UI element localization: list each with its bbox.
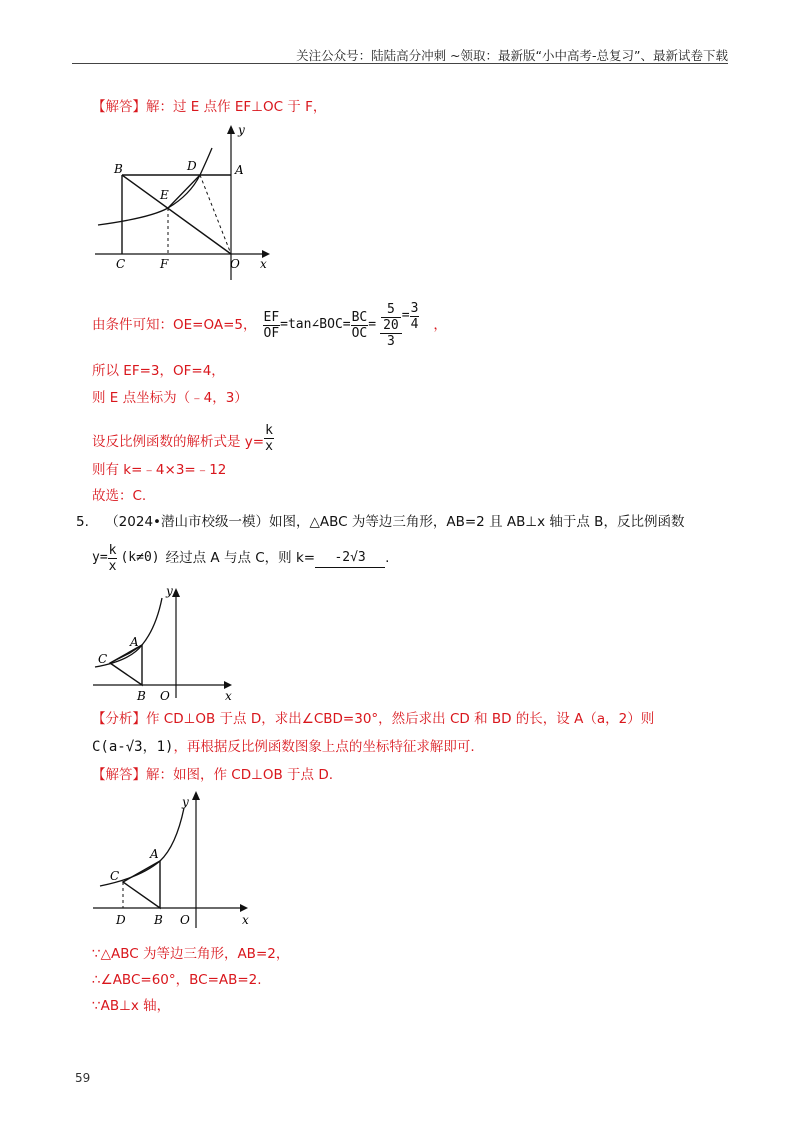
q5-solution-line3: ∵AB⊥x 轴，	[92, 998, 171, 1014]
q4-step3: 则 E 点坐标为（﹣4，3）	[92, 390, 248, 406]
q4-step6: 故选：C.	[92, 488, 147, 504]
q5-stem	[76, 513, 684, 531]
q5-solution-line2: ∴∠ABC=60°，BC=AB=2.	[92, 972, 262, 988]
label-O: O	[230, 257, 240, 271]
q4-figure	[90, 120, 290, 285]
frac-num	[380, 302, 402, 334]
frac-den: 3	[387, 333, 395, 349]
label-D: D	[187, 159, 197, 173]
func-prefix: y=	[92, 550, 108, 565]
label-B: B	[137, 689, 146, 703]
page-header: 关注公众号：陆陆高分冲刺 ~领取：最新版“小中高考-总复习”、最新试卷下载	[296, 48, 728, 63]
solution-label: 【解答】	[92, 767, 146, 783]
q5-figure	[90, 583, 250, 703]
frac-den: x	[265, 439, 273, 454]
fraction-3-4	[410, 301, 420, 332]
point-c-coord: C(a-√3，1)	[92, 739, 174, 755]
label-x: x	[225, 689, 232, 703]
inner-den: 20	[383, 317, 399, 333]
label-C: C	[116, 257, 126, 271]
label-A: A	[150, 847, 159, 861]
label-O: O	[160, 689, 170, 703]
label-x: x	[242, 913, 249, 927]
q5-solution-intro	[92, 766, 333, 784]
frac-den: x	[108, 558, 117, 574]
step4-prefix: 设反比例函数的解析式是 y=	[92, 434, 265, 450]
fraction-ef-of	[263, 310, 281, 341]
label-x: x	[260, 257, 267, 271]
label-C: C	[98, 652, 108, 666]
func-condition: (k≠0)	[120, 550, 160, 565]
label-E: E	[160, 188, 169, 202]
answer-blank: -2√3	[315, 549, 385, 568]
q5-analysis	[92, 710, 654, 728]
step1-end: ，	[433, 317, 447, 333]
q4-step4	[92, 414, 274, 454]
q5-analysis-2	[92, 738, 475, 756]
header-divider	[72, 63, 728, 64]
question-stem-2: 经过点 A 与点 C，则 k=	[165, 550, 316, 566]
label-F: F	[160, 257, 169, 271]
analysis-text: 作 CD⊥OB 于点 D，求出∠CBD=30°，然后求出 CD 和 BD 的长，设 A（a，2）则	[146, 711, 655, 727]
label-A: A	[130, 635, 139, 649]
q5-stem-2	[92, 538, 389, 578]
stem-end: .	[385, 550, 390, 566]
label-O: O	[180, 913, 190, 927]
analysis-label: 【分析】	[92, 711, 146, 727]
label-C: C	[110, 869, 120, 883]
solution-intro-text: 解：如图，作 CD⊥OB 于点 D.	[146, 767, 334, 783]
frac-num: 3	[410, 300, 419, 316]
question-number: 5.	[76, 514, 89, 530]
label-B: B	[114, 162, 123, 176]
frac-den: OF	[263, 325, 280, 341]
label-y: y	[182, 795, 189, 809]
inner-num: 5	[387, 301, 395, 317]
equals-sign: =	[368, 317, 377, 332]
fraction-k-x	[108, 543, 118, 574]
analysis-text-2: ，再根据反比例函数图象上点的坐标特征求解即可.	[173, 739, 475, 755]
frac-num: k	[265, 423, 273, 438]
step1-prefix: 由条件可知：OE=OA=5，	[92, 317, 257, 333]
label-y: y	[166, 584, 173, 598]
frac-den: OC	[351, 325, 368, 341]
question-stem: 如图，△ABC 为等边三角形，AB=2 且 AB⊥x 轴于点 B，反比例函数	[269, 514, 685, 530]
q5-solution-line1: ∵△ABC 为等边三角形，AB=2，	[92, 946, 290, 962]
frac-num: EF	[263, 309, 280, 325]
q5-solution-figure	[90, 788, 260, 933]
question-source: （2024•潜山市校级一模）	[105, 514, 270, 530]
frac-den: 4	[410, 316, 419, 332]
q4-step2: 所以 EF=3，OF=4，	[92, 363, 225, 379]
solution-label: 【解答】	[92, 99, 146, 115]
frac-num: BC	[351, 309, 368, 325]
label-D: D	[116, 913, 126, 927]
tan-expression: =tan∠BOC=	[280, 317, 351, 332]
label-B: B	[154, 913, 163, 927]
fraction-k-x	[264, 423, 274, 454]
q4-solution-intro	[92, 98, 326, 116]
solution-intro-text: 解：过 E 点作 EF⊥OC 于 F，	[146, 99, 327, 115]
equals-sign-2: =	[401, 308, 410, 323]
fraction-bc-oc	[351, 310, 369, 341]
q4-step5: 则有 k=﹣4×3=﹣12	[92, 462, 227, 478]
label-A: A	[235, 163, 244, 177]
frac-num: k	[108, 542, 117, 558]
q4-step1	[92, 296, 447, 354]
label-y: y	[238, 123, 245, 137]
compound-fraction	[380, 302, 402, 349]
page-number: 59	[75, 1071, 91, 1085]
